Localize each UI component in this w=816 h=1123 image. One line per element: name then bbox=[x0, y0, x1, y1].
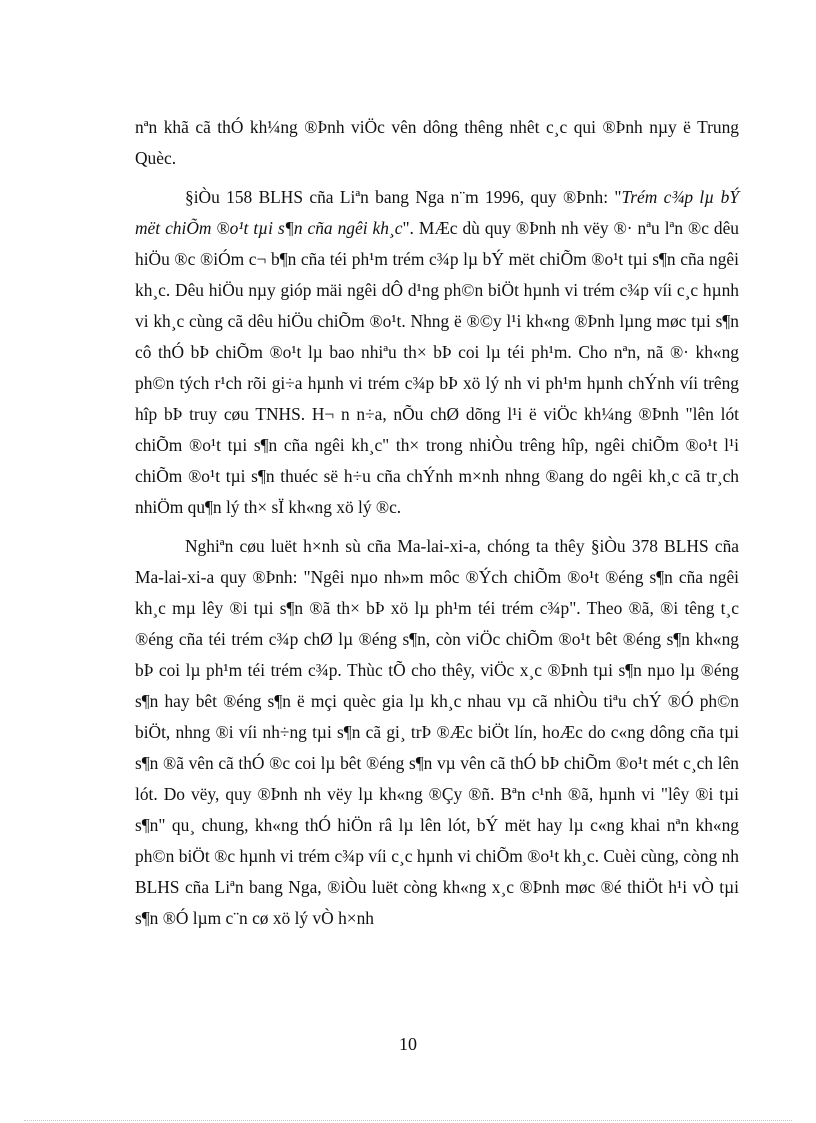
text-run: §iÒu 158 BLHS cña Liªn bang Nga n¨m 1996, quy ®Þnh: " bbox=[185, 187, 622, 207]
paragraph-2 bbox=[135, 182, 739, 523]
paragraph-3 bbox=[135, 531, 739, 934]
text-run: ". MÆc dù quy ®Þnh nh vëy ®· nªu lªn ®c dêu hiÖu ®c ®iÓm c¬ b¶n cña téi ph¹m trém c¾p lµ bÝ mët chiÕm ®o¹t tµi s¶n cña ngêi kh¸c. Dêu hiÖu nµy gióp mäi ngêi dÔ d¹ng ph©n biÖt hµnh vi trém c¾p víi c¸c hµnh vi kh¸c cùng cã dêu hiÖu chiÕm ®o¹t. Nhng ë ®©y l¹i kh«ng ®Þnh lµng møc tµi s¶n cô thÓ bÞ chiÕm ®o¹t lµ bao nhiªu th× bÞ coi lµ téi ph¹m. Cho nªn, nã ®· kh«ng ph©n tých r¹ch rõi gi÷a hµnh vi trém c¾p bÞ xö lý nh vi ph¹m hµnh chÝnh víi trêng hîp bÞ truy cøu TNHS. H¬ n n÷a, nÕu chØ dõng l¹i ë viÖc kh¼ng ®Þnh "lên lót chiÕm ®o¹t tµi s¶n cña ngêi kh¸c" th× trong nhiÒu trêng hîp, ngêi chiÕm ®o¹t l¹i chiÕm ®o¹t tµi s¶n thuéc së h÷u cña chÝnh m×nh nhng ®ang do ngêi kh¸c cã tr¸ch nhiÖm qu¶n lý th× sÏ kh«ng xö lý ®c. bbox=[135, 218, 739, 517]
text-run: nªn khã cã thÓ kh¼ng ®Þnh viÖc vên dông thêng nhêt c¸c qui ®Þnh nµy ë Trung Quèc. bbox=[135, 117, 739, 168]
paragraph-1 bbox=[135, 112, 739, 174]
page-number: 10 bbox=[399, 1034, 417, 1054]
document-body bbox=[135, 112, 739, 942]
text-run: Nghiªn cøu luët h×nh sù cña Ma-lai-xi-a, chóng ta thêy §iÒu 378 BLHS cña Ma-lai-xi-a quy ®Þnh: "Ngêi nµo nh»m môc ®Ých chiÕm ®o¹t ®éng s¶n cña ngêi kh¸c mµ lêy ®i tµi s¶n ®ã th× bÞ xö lµ ph¹m téi trém c¾p". Theo ®ã, ®i têng t¸c ®éng cña téi trém c¾p chØ lµ ®éng s¶n, còn viÖc chiÕm ®o¹t bêt ®éng s¶n kh«ng bÞ coi lµ ph¹m téi trém c¾p. Thùc tÕ cho thêy, viÖc x¸c ®Þnh tµi s¶n nµo lµ ®éng s¶n hay bêt ®éng s¶n ë mçi quèc gia lµ kh¸c nhau vµ cã nhiÒu tiªu chÝ ®Ó ph©n biÖt, nhng ®i víi nh÷ng tµi s¶n cã gi¸ trÞ ®Æc biÖt lín, hoÆc do c«ng dông cña tµi s¶n ®ã vên cã thÓ ®c coi lµ bêt ®éng s¶n vµ vên cã thÓ bÞ chiÕm ®o¹t mét c¸ch lên lót. Do vëy, quy ®Þnh nh vëy lµ kh«ng ®Çy ®ñ. Bªn c¹nh ®ã, hµnh vi "lêy ®i tµi s¶n" qu¸ chung, kh«ng thÓ hiÖn râ lµ lên lót, bÝ mët hay lµ c«ng khai nªn kh«ng ph©n biÖt ®c hµnh vi trém c¾p víi c¸c hµnh vi chiÕm ®o¹t kh¸c. Cuèi cùng, còng nh BLHS cña Liªn bang Nga, ®iÒu luët còng kh«ng x¸c ®Þnh møc ®é thiÖt h¹i vÒ tµi s¶n ®Ó lµm c¨n cø xö lý vÒ h×nh bbox=[135, 536, 739, 928]
italic-quote: Trém c¾p lµ bÝ mët chiÕm ®o¹t tµi s¶n cña ngêi kh¸c bbox=[135, 187, 739, 238]
page-bottom-divider bbox=[24, 1120, 792, 1121]
